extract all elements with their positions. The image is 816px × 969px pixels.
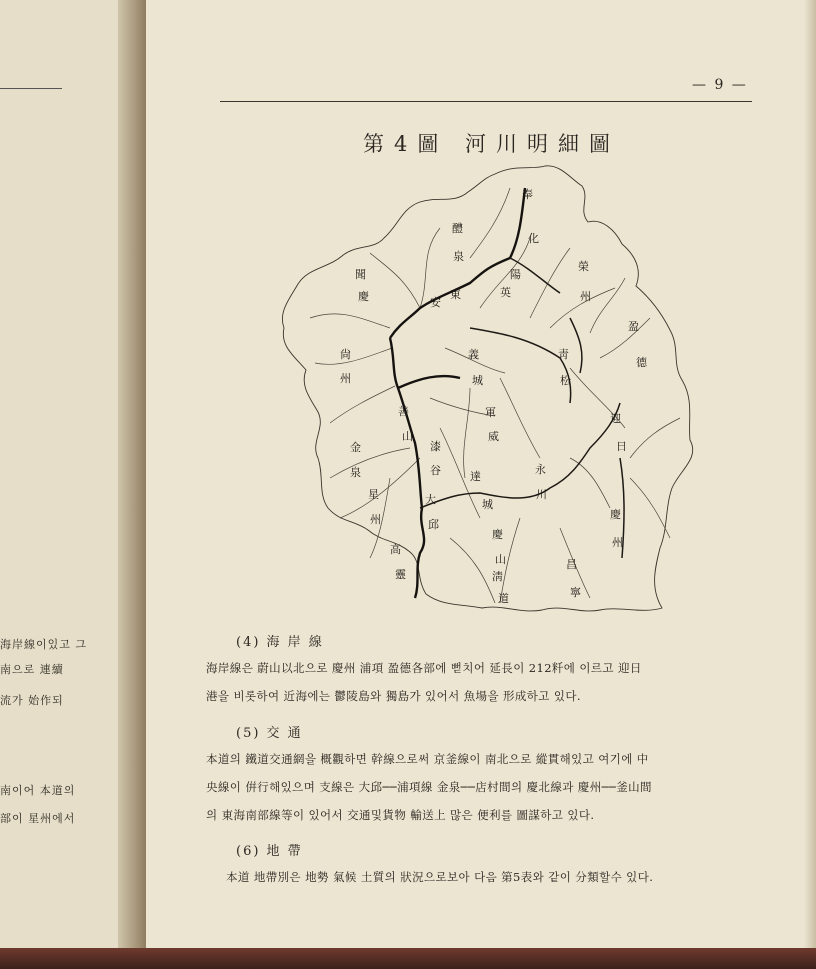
map-place-label: 靑 (558, 348, 569, 361)
map-place-label: 山 (495, 553, 506, 566)
paragraph-line: 本道의 鐵道交通網을 概觀하면 幹線으로써 京釜線이 南北으로 縱貫해있고 여기에 中 (206, 752, 649, 766)
map-place-label: 日 (616, 440, 627, 453)
figure-title: 第4圖 河川明細圖 (363, 132, 621, 156)
map-place-label: 山 (402, 430, 413, 443)
map-place-label: 義 (468, 348, 479, 361)
map-place-label: 聞 (355, 268, 366, 281)
map-place-label: 道 (498, 592, 509, 605)
map-place-label: 州 (340, 372, 351, 385)
section-heading-coastline: (4) 海 岸 線 (236, 635, 324, 650)
map-place-label: 星 (368, 488, 379, 501)
map-place-label: 達 (470, 470, 481, 483)
map-place-label: 威 (488, 430, 499, 443)
left-page-line: 南이어 本道의 (0, 784, 76, 797)
map-place-label: 州 (612, 536, 623, 549)
map-place-label: 奉 (522, 188, 533, 201)
header-rule (220, 101, 752, 102)
province-outline (282, 166, 692, 611)
map-place-label: 慶 (610, 508, 621, 521)
paragraph-line: 海岸線은 蔚山以北으로 慶州 浦項 盈德各部에 뻗치어 延長이 212粁에 이르고 迎日 (206, 661, 642, 675)
left-page-line: 部이 星州에서 (0, 812, 76, 825)
map-place-label: 慶 (358, 290, 369, 303)
map-place-label: 漆 (430, 440, 441, 453)
map-place-label: 高 (390, 543, 401, 556)
river-map (270, 158, 710, 618)
map-place-label: 迎 (610, 412, 621, 425)
left-page (0, 0, 128, 950)
book-gutter (118, 0, 148, 950)
map-labels (340, 188, 648, 605)
left-page-line: 流가 始作되 (0, 694, 64, 707)
map-place-label: 淸 (492, 570, 503, 583)
map-place-label: 德 (636, 356, 647, 369)
book-bottom-edge (0, 948, 816, 969)
section-heading-transport: (5) 交 通 (236, 726, 303, 741)
map-place-label: 松 (560, 374, 571, 387)
left-page-line: 南으로 連續 (0, 663, 64, 676)
paragraph-line: 本道 地帶別은 地勢 氣候 土質의 狀況으로보아 다음 第5表와 같이 分類할수 있다. (226, 870, 654, 884)
section-heading-zones: (6) 地 帶 (236, 844, 303, 859)
page-edge (804, 0, 816, 950)
left-page-rule (0, 88, 62, 89)
map-place-label: 泉 (453, 250, 464, 263)
map-place-label: 英 (500, 286, 511, 299)
map-place-label: 寧 (570, 586, 581, 599)
map-place-label: 慶 (492, 528, 503, 541)
map-place-label: 永 (535, 463, 546, 476)
paragraph-line: 港을 비롯하여 近海에는 鬱陵島와 獨島가 있어서 魚場을 形成하고 있다. (206, 689, 581, 703)
map-place-label: 盈 (628, 320, 639, 333)
map-place-label: 陽 (510, 268, 521, 281)
map-place-label: 靈 (395, 568, 406, 581)
map-place-label: 東 (450, 288, 461, 301)
map-place-label: 州 (580, 290, 591, 303)
map-place-label: 川 (536, 488, 547, 501)
paragraph-line: 央線이 倂行해있으며 支線은 大邱──浦項線 金泉──店村間의 慶北線과 慶州──釜山間 (206, 780, 652, 794)
map-place-label: 安 (430, 296, 441, 309)
map-place-label: 邱 (428, 518, 439, 531)
map-place-label: 榮 (578, 260, 589, 273)
map-place-label: 善 (398, 405, 409, 418)
map-place-label: 金 (350, 441, 361, 454)
map-place-label: 谷 (430, 464, 441, 477)
map-place-label: 城 (482, 498, 493, 511)
map-place-label: 軍 (485, 406, 496, 419)
map-place-label: 城 (472, 374, 483, 387)
map-place-label: 昌 (566, 558, 577, 571)
map-place-label: 州 (370, 513, 381, 526)
map-place-label: 泉 (350, 466, 361, 479)
map-place-label: 化 (528, 232, 539, 245)
left-page-line: 海岸線이있고 그 (0, 638, 88, 651)
secondary-rivers (420, 258, 624, 558)
map-place-label: 尙 (340, 348, 351, 361)
map-place-label: 大 (425, 493, 436, 506)
map-place-label: 醴 (452, 222, 463, 235)
page-number: — 9 — (692, 77, 748, 93)
paragraph-line: 의 東海南部線等이 있어서 交通및貨物 輸送上 많은 便利를 圖謀하고 있다. (206, 808, 595, 822)
